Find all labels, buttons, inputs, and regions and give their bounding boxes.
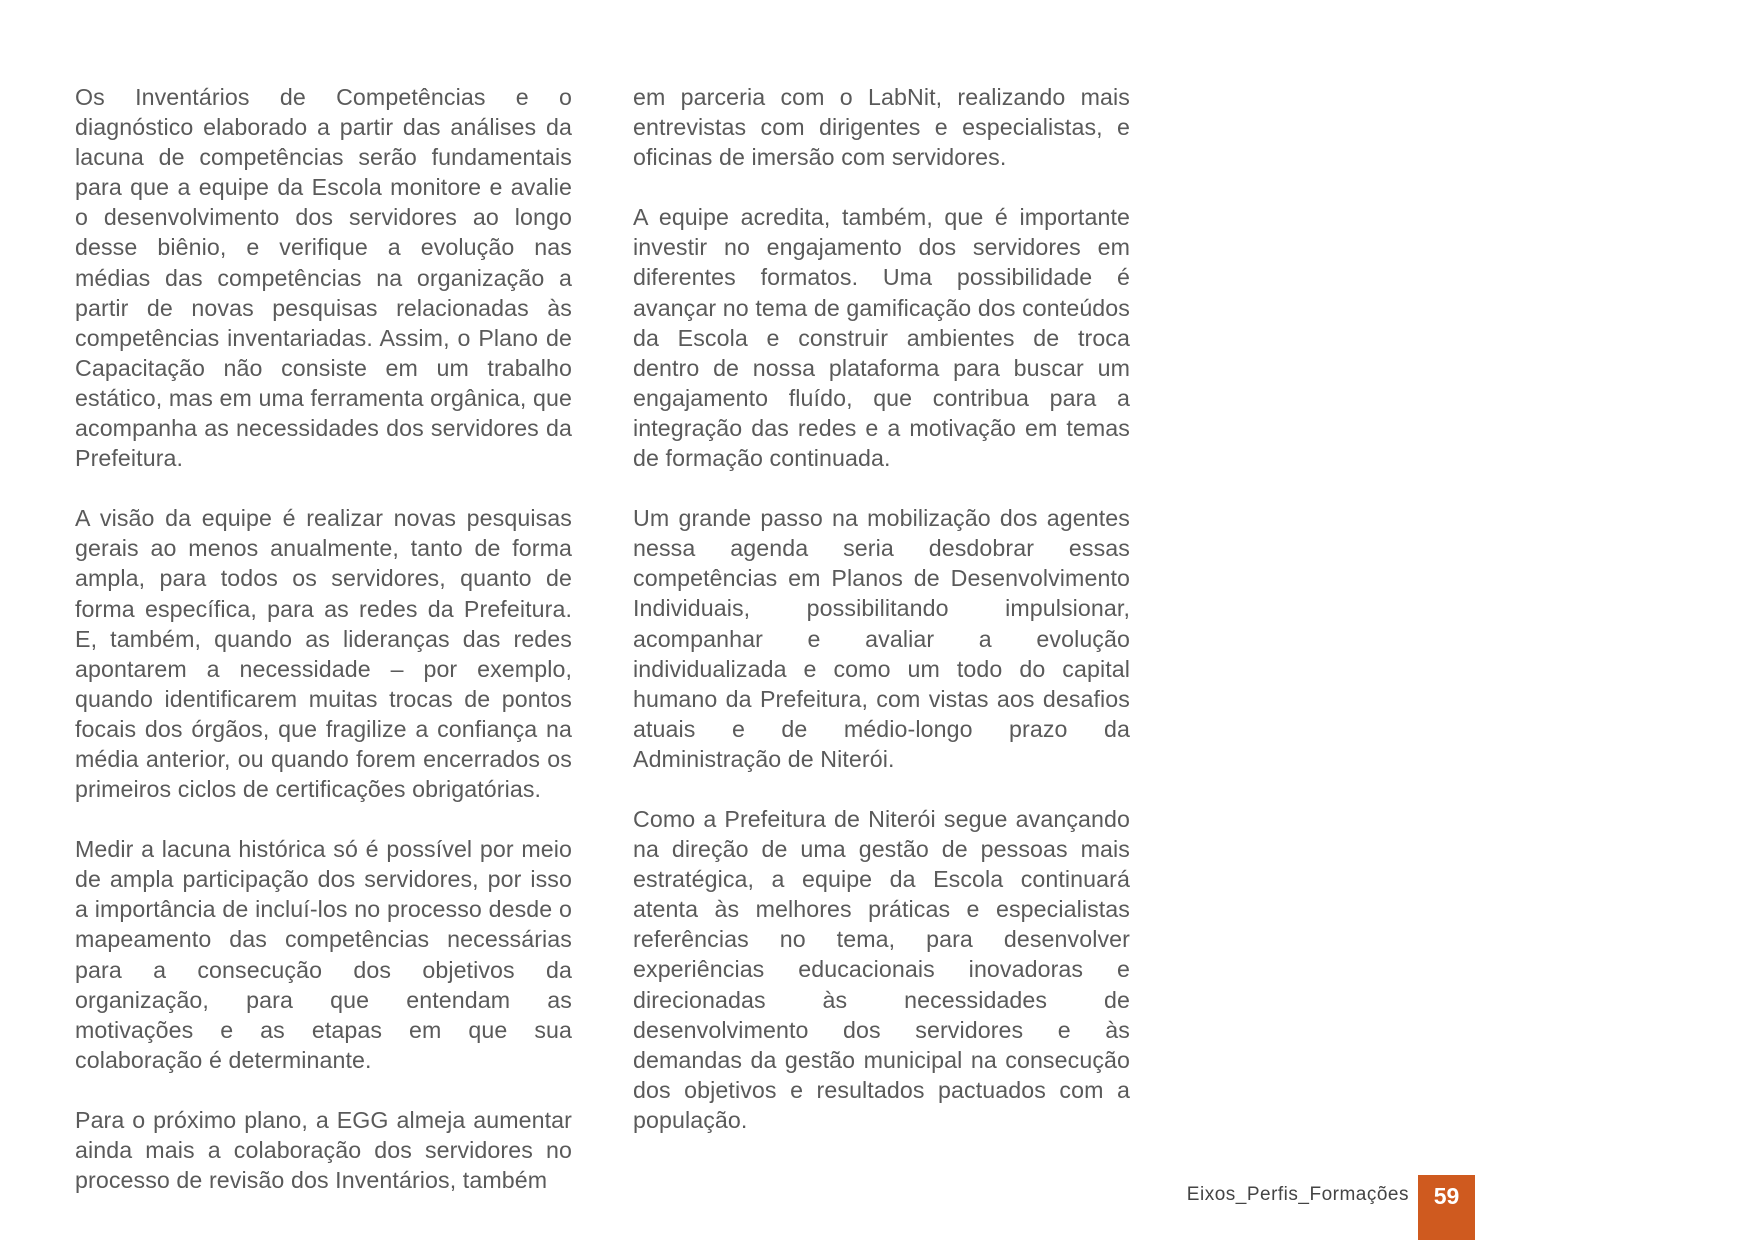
section-footer-label: Eixos_Perfis_Formações: [1186, 1184, 1409, 1205]
paragraph: Medir a lacuna histórica só é possível por meio de ampla participação dos servidores, por isso a importância de incluí-los no processo desde o mapeamento das competências necessárias para a consecução dos objetivos da organização, para que entendam as motivações e as etapas em que sua colaboração é determinante.: [75, 836, 572, 1073]
paragraph: Para o próximo plano, a EGG almeja aumentar ainda mais a colaboração dos servidores no processo de revisão dos Inventários, também: [75, 1106, 572, 1194]
page-number-badge: 59: [1418, 1175, 1475, 1240]
paragraph: Como a Prefeitura de Niterói segue avançando na direção de uma gestão de pessoas mais estratégica, a equipe da Escola continuará atenta às melhores práticas e especialistas referências no tema, para desenvolver experiências educacionais inovadoras e direcionadas às necessidades de desenvolvimento dos servidores e às demandas da gestão municipal na consecução dos objetivos e resultados pactuados com a população.: [633, 805, 1130, 1133]
paragraph: Os Inventários de Competências e o diagnóstico elaborado a partir das análises da lacuna de competências serão fundamentais para que a equipe da Escola monitore e avalie o desenvolvimento dos servidores ao longo desse biênio, e verifique a evolução nas médias das competências na organização a partir de novas pesquisas relacionadas às competências inventariadas. Assim, o Plano de Capacitação não consiste em um trabalho estático, mas em uma ferramenta orgânica, que acompanha as necessidades dos servidores da Prefeitura.: [75, 84, 572, 472]
paragraph: Um grande passo na mobilização dos agentes nessa agenda seria desdobrar essas competências em Planos de Desenvolvimento Individuais, possibilitando impulsionar, acompanhar e avaliar a evolução individualizada e como um todo do capital humano da Prefeitura, com vistas aos desafios atuais e de médio-longo prazo da Administração de Niterói.: [633, 505, 1130, 772]
paragraph: em parceria com o LabNit, realizando mais entrevistas com dirigentes e especialistas, e oficinas de imersão com servidores.: [633, 84, 1130, 171]
paragraph: A visão da equipe é realizar novas pesquisas gerais ao menos anualmente, tanto de forma ampla, para todos os servidores, quanto de forma específica, para as redes da Prefeitura. E, também, quando as lideranças das redes apontarem a necessidade – por exemplo, quando identificarem muitas trocas de pontos focais dos órgãos, que fragilize a confiança na média anterior, ou quando forem encerrados os primeiros ciclos de certificações obrigatórias.: [75, 505, 572, 803]
paragraph: A equipe acredita, também, que é importante investir no engajamento dos servidores em diferentes formatos. Uma possibilidade é avançar no tema de gamificação dos conteúdos da Escola e construir ambientes de troca dentro de nossa plataforma para buscar um engajamento fluído, que contribua para a integração das redes e a motivação em temas de formação continuada.: [633, 204, 1130, 472]
right-text-column: [633, 82, 1130, 1165]
left-text-column: [75, 82, 572, 1225]
